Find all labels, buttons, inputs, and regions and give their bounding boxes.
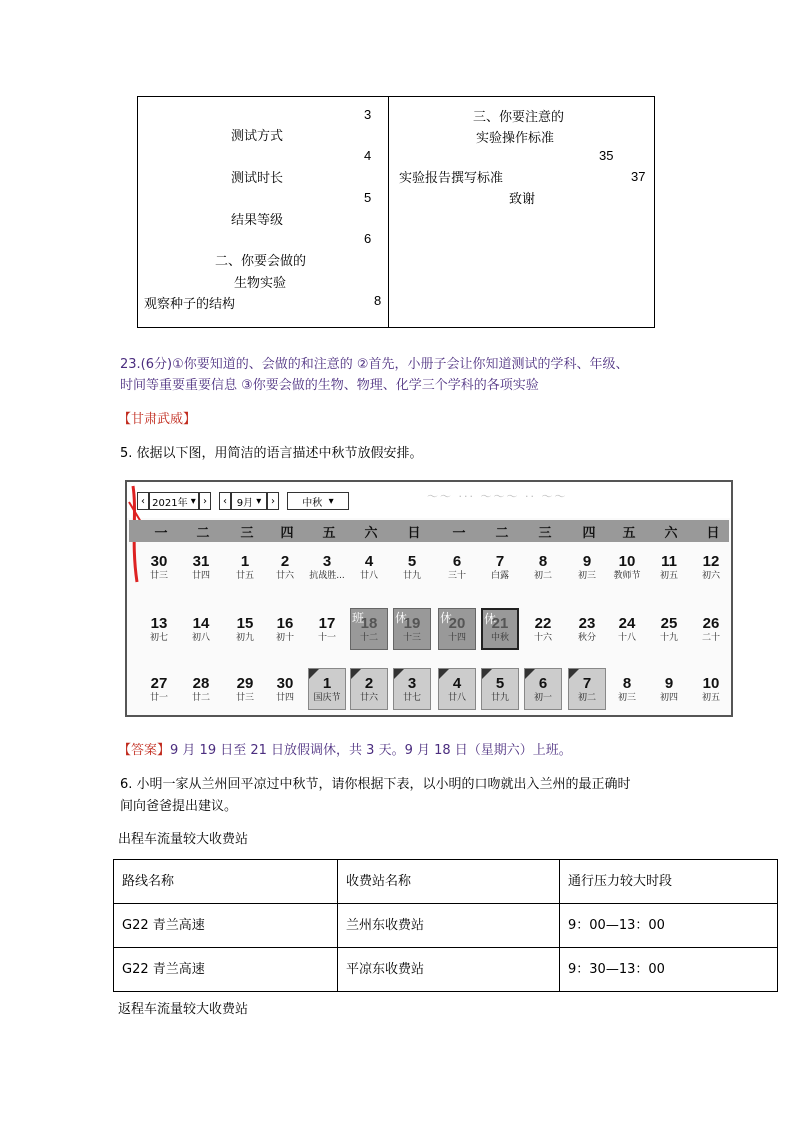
table-row: [114, 948, 778, 992]
calendar-day[interactable]: [567, 676, 607, 704]
day-number: 16: [276, 615, 294, 632]
calendar-day[interactable]: [649, 616, 689, 644]
q23-answer-line1: 23.(6分)①你要知道的、会做的和注意的 ②首先，小册子会让你知道测试的学科、年级、: [120, 357, 629, 372]
calendar-day[interactable]: [181, 616, 221, 644]
weekday-label: 六: [664, 526, 678, 541]
lunar-label: 初四: [659, 693, 678, 703]
day-number: 26: [702, 615, 720, 632]
table-header-cell: 路线名称: [114, 860, 338, 904]
day-number: 18: [360, 615, 378, 632]
answer-line: [118, 739, 572, 758]
calendar-day[interactable]: [480, 676, 520, 704]
day-number: 6: [452, 553, 462, 570]
day-number: 15: [236, 615, 254, 632]
toc-left-item: 观察种子的结构: [144, 297, 236, 312]
answer-text: 9 月 19 日至 21 日放假调休，共 3 天。9 月 18 日（星期六）上班。: [170, 743, 572, 758]
calendar-day[interactable]: [265, 676, 305, 704]
calendar-day[interactable]: [181, 554, 221, 582]
lunar-label: 十四: [447, 633, 466, 643]
lunar-label: 十九: [659, 633, 678, 643]
day-tag: 休: [395, 611, 408, 625]
day-number: 7: [582, 675, 592, 692]
return-caption: 返程车流量较大收费站: [118, 1002, 249, 1017]
day-number: 7: [495, 553, 505, 570]
calendar-day[interactable]: [480, 616, 520, 644]
lunar-label: 抗战胜...: [309, 571, 345, 581]
calendar-day[interactable]: [307, 554, 347, 582]
day-tag: 休: [484, 612, 497, 626]
calendar-day[interactable]: [607, 676, 647, 704]
weekday-label: 三: [240, 526, 254, 541]
table-row: [114, 904, 778, 948]
weekday-label: 日: [706, 526, 720, 541]
toc-left-item: 二、你要会做的: [215, 254, 307, 269]
day-number: 12: [702, 553, 720, 570]
lunar-label: 廿一: [149, 693, 168, 703]
day-number: 19: [403, 615, 421, 632]
lunar-label: 秋分: [577, 633, 596, 643]
region-heading: 【甘肃武威】: [118, 412, 197, 427]
day-number: 24: [618, 615, 636, 632]
weekday-label: 三: [538, 526, 552, 541]
calendar-day[interactable]: [392, 616, 432, 644]
table-cell: 兰州东收费站: [338, 904, 560, 948]
weekday-label: 日: [407, 526, 421, 541]
table-header-cell: 收费站名称: [338, 860, 560, 904]
day-number: 31: [192, 553, 210, 570]
calendar-day[interactable]: [649, 676, 689, 704]
weekday-label: 四: [280, 526, 294, 541]
table-header-cell: 通行压力较大时段: [560, 860, 778, 904]
lunar-label: 廿八: [359, 571, 378, 581]
day-number: 8: [622, 675, 632, 692]
lunar-label: 廿六: [275, 571, 294, 581]
toll-station-table: [113, 859, 778, 992]
day-number: 10: [702, 675, 720, 692]
day-number: 17: [318, 615, 336, 632]
weekday-label: 二: [196, 526, 210, 541]
next-month-button[interactable]: ›: [267, 492, 279, 510]
calendar-day[interactable]: [523, 554, 563, 582]
weekday-label: 六: [364, 526, 378, 541]
calendar-day[interactable]: [392, 676, 432, 704]
calendar-day[interactable]: [567, 616, 607, 644]
answer-label: 【答案】: [118, 743, 171, 758]
day-number: 5: [407, 553, 417, 570]
calendar-day[interactable]: [437, 616, 477, 644]
day-number: 1: [240, 553, 250, 570]
calendar-day[interactable]: [349, 554, 389, 582]
toc-right-item: 37: [631, 169, 646, 184]
toc-left-item: 生物实验: [234, 276, 287, 291]
toc-left-item: 4: [364, 148, 372, 163]
lunar-label: 廿三: [149, 571, 168, 581]
calendar-day[interactable]: [225, 676, 265, 704]
prev-month-button[interactable]: ‹: [219, 492, 231, 510]
lunar-label: 三十: [447, 571, 466, 581]
day-number: 27: [150, 675, 168, 692]
weekday-label: 四: [582, 526, 596, 541]
lunar-label: 初二: [577, 693, 596, 703]
calendar-day[interactable]: [691, 616, 731, 644]
day-number: 9: [582, 553, 592, 570]
day-number: 30: [276, 675, 294, 692]
lunar-label: 教师节: [613, 571, 641, 581]
day-number: 11: [661, 553, 677, 570]
toc-left-item: 测试时长: [231, 171, 284, 186]
calendar-day[interactable]: [139, 554, 179, 582]
toc-left-item: 结果等级: [231, 213, 284, 228]
toc-right-item: 致谢: [509, 192, 536, 207]
lunar-label: 廿四: [191, 571, 210, 581]
table-header-row: [114, 860, 778, 904]
background-scribble: ～～ ··· ～～～ ·· ～～: [427, 490, 568, 503]
calendar-day[interactable]: [567, 554, 607, 582]
outbound-caption: 出程车流量较大收费站: [118, 832, 249, 847]
lunar-label: 初六: [701, 571, 720, 581]
day-tag: 班: [352, 611, 365, 625]
calendar-day[interactable]: [607, 554, 647, 582]
lunar-label: 中秋: [490, 633, 509, 643]
lunar-label: 初一: [533, 693, 552, 703]
toc-left-item: 5: [364, 190, 372, 205]
lunar-label: 初九: [235, 633, 254, 643]
day-number: 10: [618, 553, 636, 570]
calendar-day[interactable]: [139, 616, 179, 644]
lunar-label: 十一: [317, 633, 336, 643]
day-tag: 休: [440, 611, 453, 625]
toc-left-item: 8: [374, 293, 382, 308]
lunar-label: 廿七: [402, 693, 421, 703]
lunar-label: 十六: [533, 633, 552, 643]
calendar-day[interactable]: [349, 676, 389, 704]
toc-right-item: 三、你要注意的: [473, 110, 565, 125]
lunar-label: 廿五: [235, 571, 254, 581]
calendar-day[interactable]: [523, 616, 563, 644]
question-5: 5. 依据以下图，用简洁的语言描述中秋节放假安排。: [120, 446, 423, 461]
question-6-line2: 间向爸爸提出建议。: [120, 799, 238, 814]
weekday-label: 二: [495, 526, 509, 541]
lunar-label: 十八: [617, 633, 636, 643]
question-6-line1: 6. 小明一家从兰州回平凉过中秋节，请你根据下表，以小明的口吻就出入兰州的最正确时: [120, 777, 631, 792]
table-cell: G22 青兰高速: [114, 904, 338, 948]
prev-year-button[interactable]: ‹: [137, 492, 149, 510]
calendar-day[interactable]: [265, 616, 305, 644]
lunar-label: 初五: [701, 693, 720, 703]
calendar-day[interactable]: [649, 554, 689, 582]
lunar-label: 初三: [577, 571, 596, 581]
next-year-button[interactable]: ›: [199, 492, 211, 510]
day-number: 2: [280, 553, 290, 570]
lunar-label: 初十: [275, 633, 294, 643]
day-number: 14: [192, 615, 210, 632]
lunar-label: 二十: [701, 633, 720, 643]
day-number: 21: [491, 615, 509, 632]
calendar-day[interactable]: [392, 554, 432, 582]
lunar-label: 廿六: [359, 693, 378, 703]
calendar-day[interactable]: [691, 554, 731, 582]
lunar-label: 国庆节: [313, 693, 341, 703]
lunar-label: 白露: [490, 571, 509, 581]
toc-left-item: 6: [364, 231, 372, 246]
lunar-label: 廿八: [447, 693, 466, 703]
calendar-day[interactable]: [691, 676, 731, 704]
toc-divider: [388, 97, 389, 327]
table-cell: 9：00—13：00: [560, 904, 778, 948]
toc-right-item: 实验报告撰写标准: [399, 171, 504, 186]
day-number: 1: [322, 675, 332, 692]
lunar-label: 廿二: [191, 693, 210, 703]
day-number: 20: [448, 615, 466, 632]
lunar-label: 十二: [359, 633, 378, 643]
calendar-day[interactable]: [181, 676, 221, 704]
toc-right-item: 实验操作标准: [476, 131, 555, 146]
weekday-label: 一: [452, 526, 466, 541]
day-number: 5: [495, 675, 505, 692]
lunar-label: 初七: [149, 633, 168, 643]
weekday-label: 五: [622, 526, 636, 541]
year-select[interactable]: 2021年 ▾: [149, 492, 199, 510]
calendar-day[interactable]: [307, 676, 347, 704]
calendar-day[interactable]: [307, 616, 347, 644]
day-number: 3: [322, 553, 332, 570]
day-number: 4: [364, 553, 374, 570]
day-number: 29: [236, 675, 254, 692]
lunar-label: 初二: [533, 571, 552, 581]
table-cell: 平凉东收费站: [338, 948, 560, 992]
lunar-label: 廿三: [235, 693, 254, 703]
month-select[interactable]: 9月 ▾: [231, 492, 267, 510]
calendar-day[interactable]: [349, 616, 389, 644]
weekday-header-bar: [129, 520, 729, 542]
calendar-day[interactable]: [265, 554, 305, 582]
lunar-label: 十三: [402, 633, 421, 643]
lunar-label: 初八: [191, 633, 210, 643]
lunar-label: 廿四: [275, 693, 294, 703]
q23-answer-line2: 时间等重要重要信息 ③你要会做的生物、物理、化学三个学科的各项实验: [120, 378, 539, 393]
toc-right-item: 35: [599, 148, 614, 163]
lunar-label: 初五: [659, 571, 678, 581]
lunar-label: 廿九: [490, 693, 509, 703]
calendar-day[interactable]: [225, 554, 265, 582]
weekday-label: 五: [322, 526, 336, 541]
day-number: 23: [578, 615, 596, 632]
day-number: 22: [534, 615, 552, 632]
calendar-day[interactable]: [437, 554, 477, 582]
toc-left-item: 3: [364, 107, 372, 122]
day-number: 9: [664, 675, 674, 692]
calendar-day[interactable]: [437, 676, 477, 704]
day-number: 8: [538, 553, 548, 570]
day-number: 28: [192, 675, 210, 692]
day-number: 30: [150, 553, 168, 570]
table-cell: 9：30—13：00: [560, 948, 778, 992]
lunar-label: 廿九: [402, 571, 421, 581]
calendar-day[interactable]: [480, 554, 520, 582]
lunar-label: 初三: [617, 693, 636, 703]
day-number: 4: [452, 675, 462, 692]
calendar-day[interactable]: [225, 616, 265, 644]
holiday-select[interactable]: 中秋 ▾: [287, 492, 349, 510]
day-number: 2: [364, 675, 374, 692]
calendar-day[interactable]: [139, 676, 179, 704]
day-number: 25: [660, 615, 678, 632]
toc-table: [137, 96, 655, 328]
day-number: 13: [150, 615, 168, 632]
table-cell: G22 青兰高速: [114, 948, 338, 992]
calendar-image: [125, 480, 733, 717]
calendar-day[interactable]: [607, 616, 647, 644]
calendar-day[interactable]: [523, 676, 563, 704]
day-number: 3: [407, 675, 417, 692]
toc-left-item: 测试方式: [231, 129, 284, 144]
day-number: 6: [538, 675, 548, 692]
weekday-label: 一: [154, 526, 168, 541]
